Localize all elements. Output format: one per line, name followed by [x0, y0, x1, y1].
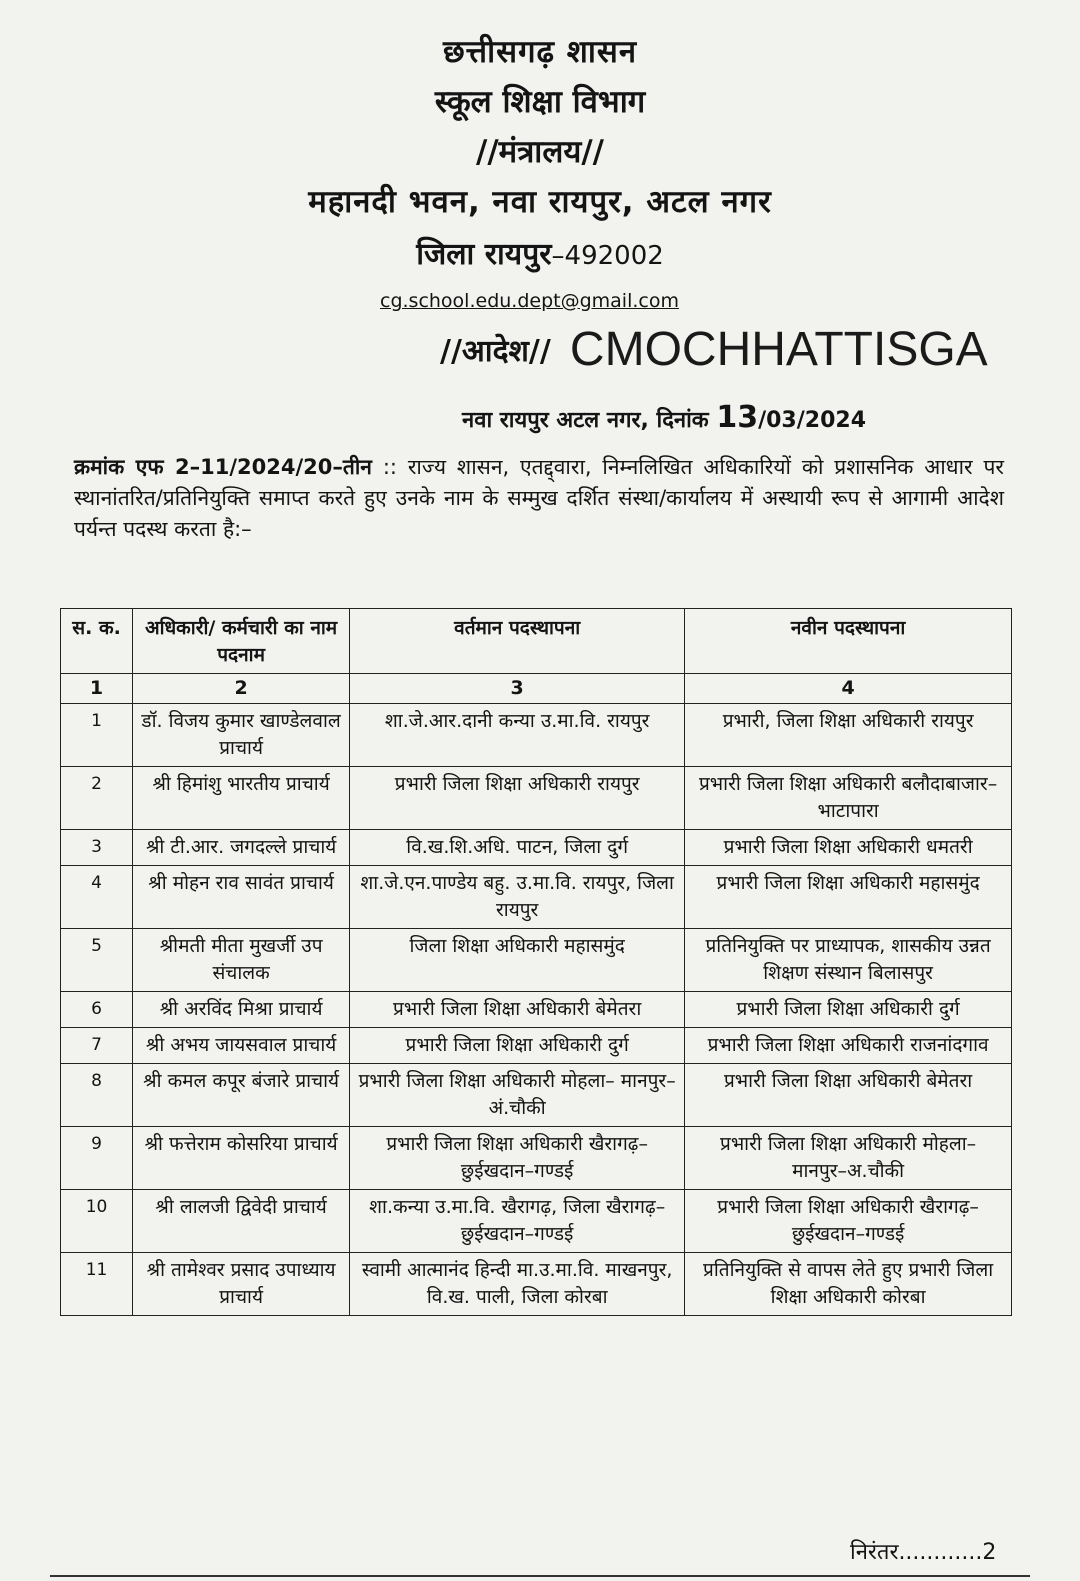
order-heading: [440, 322, 988, 377]
cell-officer-name: श्री मोहन राव सावंत प्राचार्य: [133, 866, 350, 929]
cell-serial: 6: [61, 992, 133, 1028]
date-rest: /03/2024: [758, 408, 867, 433]
pin-code: –492002: [551, 241, 664, 271]
header-serial: स. क.: [61, 609, 133, 674]
date-day: 13: [716, 400, 759, 435]
cell-current-posting: शा.कन्या उ.मा.वि. खैरागढ़, जिला खैरागढ़–छुईखदान–गण्डई: [350, 1190, 685, 1253]
page-bottom-rule: [50, 1575, 1030, 1577]
district-line: [180, 232, 900, 273]
office-address: महानदी भवन, नवा रायपुर, अटल नगर: [308, 184, 772, 220]
cell-officer-name: श्री टी.आर. जगदल्ले प्राचार्य: [133, 830, 350, 866]
cell-current-posting: जिला शिक्षा अधिकारी महासमुंद: [350, 929, 685, 992]
continued-marker: निरंतर............2: [850, 1540, 997, 1565]
column-number: 1: [61, 674, 133, 704]
government-title: छत्तीसगढ़ शासन: [442, 34, 638, 70]
cell-new-posting: प्रभारी जिला शिक्षा अधिकारी राजनांदगाव: [685, 1028, 1012, 1064]
cell-serial: 4: [61, 866, 133, 929]
cell-new-posting: प्रभारी जिला शिक्षा अधिकारी खैरागढ़– छुईखदान–गण्डई: [685, 1190, 1012, 1253]
header-name: अधिकारी/ कर्मचारी का नाम पदनाम: [133, 609, 350, 674]
cell-serial: 10: [61, 1190, 133, 1253]
cell-officer-name: श्रीमती मीता मुखर्जी उप संचालक: [133, 929, 350, 992]
cell-current-posting: शा.जे.एन.पाण्डेय बहु. उ.मा.वि. रायपुर, जिला रायपुर: [350, 866, 685, 929]
order-date: [462, 400, 866, 435]
cell-officer-name: श्री अभय जायसवाल प्राचार्य: [133, 1028, 350, 1064]
cmo-stamp-text: CMOCHHATTISGA: [569, 323, 988, 376]
order-label: //आदेश//: [440, 334, 551, 369]
cell-new-posting: प्रभारी जिला शिक्षा अधिकारी दुर्ग: [685, 992, 1012, 1028]
cell-current-posting: शा.जे.आर.दानी कन्या उ.मा.वि. रायपुर: [350, 704, 685, 767]
column-number: 3: [350, 674, 685, 704]
column-number: 2: [133, 674, 350, 704]
cell-new-posting: प्रभारी जिला शिक्षा अधिकारी मोहला– मानपुर–अ.चौकी: [685, 1127, 1012, 1190]
cell-officer-name: श्री लालजी द्विवेदी प्राचार्य: [133, 1190, 350, 1253]
cell-serial: 8: [61, 1064, 133, 1127]
transfer-table: [60, 608, 1012, 1316]
cell-officer-name: डॉ. विजय कुमार खाण्डेलवाल प्राचार्य: [133, 704, 350, 767]
cell-current-posting: स्वामी आत्मानंद हिन्दी मा.उ.मा.वि. माखनपुर, वि.ख. पाली, जिला कोरबा: [350, 1253, 685, 1316]
cell-current-posting: प्रभारी जिला शिक्षा अधिकारी खैरागढ़– छुईखदान–गण्डई: [350, 1127, 685, 1190]
email-address: cg.school.edu.dept@gmail.com: [380, 290, 679, 312]
column-number-row: [61, 674, 1012, 704]
cell-new-posting: प्रभारी जिला शिक्षा अधिकारी बेमेतरा: [685, 1064, 1012, 1127]
cell-serial: 2: [61, 767, 133, 830]
cell-serial: 9: [61, 1127, 133, 1190]
cell-officer-name: श्री तामेश्वर प्रसाद उपाध्याय प्राचार्य: [133, 1253, 350, 1316]
table-row: [61, 1190, 1012, 1253]
cell-current-posting: वि.ख.शि.अधि. पाटन, जिला दुर्ग: [350, 830, 685, 866]
table-row: [61, 1127, 1012, 1190]
header-current-posting: वर्तमान पदस्थापना: [350, 609, 685, 674]
cell-officer-name: श्री कमल कपूर बंजारे प्राचार्य: [133, 1064, 350, 1127]
cell-serial: 5: [61, 929, 133, 992]
cell-new-posting: प्रभारी जिला शिक्षा अधिकारी धमतरी: [685, 830, 1012, 866]
cell-new-posting: प्रभारी जिला शिक्षा अधिकारी महासमुंद: [685, 866, 1012, 929]
date-prefix: नवा रायपुर अटल नगर, दिनांक: [462, 408, 717, 433]
cell-officer-name: श्री हिमांशु भारतीय प्राचार्य: [133, 767, 350, 830]
table-row: [61, 830, 1012, 866]
table-row: [61, 1253, 1012, 1316]
table-row: [61, 866, 1012, 929]
cell-current-posting: प्रभारी जिला शिक्षा अधिकारी रायपुर: [350, 767, 685, 830]
ministry-title: //मंत्रालय//: [476, 134, 604, 170]
table-row: [61, 929, 1012, 992]
table-header-row: [61, 609, 1012, 674]
department-title: स्कूल शिक्षा विभाग: [434, 84, 646, 120]
cell-new-posting: प्रतिनियुक्ति से वापस लेते हुए प्रभारी जिला शिक्षा अधिकारी कोरबा: [685, 1253, 1012, 1316]
table-row: [61, 767, 1012, 830]
table-row: [61, 704, 1012, 767]
table-row: [61, 1028, 1012, 1064]
cell-new-posting: प्रभारी, जिला शिक्षा अधिकारी रायपुर: [685, 704, 1012, 767]
cell-new-posting: प्रतिनियुक्ति पर प्राध्यापक, शासकीय उन्नत शिक्षण संस्थान बिलासपुर: [685, 929, 1012, 992]
header-new-posting: नवीन पदस्थापना: [685, 609, 1012, 674]
cell-current-posting: प्रभारी जिला शिक्षा अधिकारी मोहला– मानपुर–अं.चौकी: [350, 1064, 685, 1127]
cell-new-posting: प्रभारी जिला शिक्षा अधिकारी बलौदाबाजार–भाटापारा: [685, 767, 1012, 830]
order-paragraph: [74, 452, 1004, 545]
cell-serial: 11: [61, 1253, 133, 1316]
column-number: 4: [685, 674, 1012, 704]
cell-current-posting: प्रभारी जिला शिक्षा अधिकारी बेमेतरा: [350, 992, 685, 1028]
cell-officer-name: श्री फत्तेराम कोसरिया प्राचार्य: [133, 1127, 350, 1190]
table-row: [61, 1064, 1012, 1127]
cell-current-posting: प्रभारी जिला शिक्षा अधिकारी दुर्ग: [350, 1028, 685, 1064]
table-row: [61, 992, 1012, 1028]
order-text: :: राज्य शासन, एतद्द्वारा, निम्नलिखित अधिकारियों को प्रशासनिक आधार पर स्थानांतरित/प्रतिनियुक्ति समाप्त करते हुए उनके नाम के सम्मुख दर्शित संस्था/कार्यालय में अस्थायी रूप से आगामी आदेश पर्यन्त पदस्थ करता है:–: [74, 455, 1005, 541]
order-reference: क्रमांक एफ 2–11/2024/20–तीन: [74, 455, 372, 479]
cell-serial: 1: [61, 704, 133, 767]
cell-serial: 7: [61, 1028, 133, 1064]
cell-officer-name: श्री अरविंद मिश्रा प्राचार्य: [133, 992, 350, 1028]
district-name: जिला रायपुर: [416, 237, 552, 272]
cell-serial: 3: [61, 830, 133, 866]
